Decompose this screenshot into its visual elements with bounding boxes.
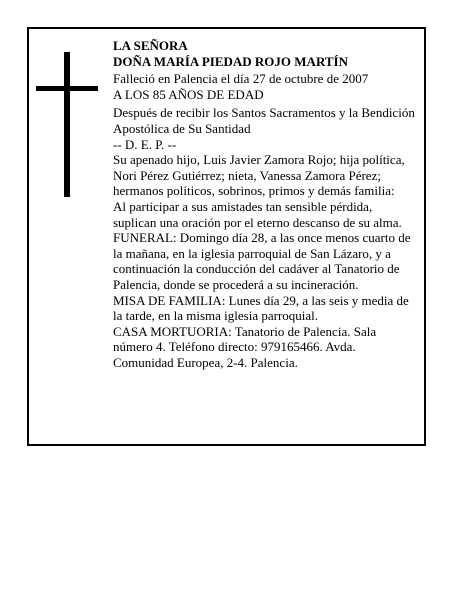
- cross-vertical-bar: [64, 52, 70, 197]
- notice-title: LA SEÑORA: [113, 38, 188, 53]
- rip-text: -- D. E. P. --: [113, 136, 177, 152]
- family-text: Su apenado hijo, Luis Javier Zamora Rojo; hija política, Nori Pérez Gutiérrez; nieta, Vanessa Zamora Pérez; hermanos políticos, sobrinos, primos y demás familia:: [113, 152, 405, 199]
- sacraments-text: Después de recibir los Santos Sacramentos y la Bendición Apostólica de Su Santidad: [113, 105, 415, 136]
- mortuary-text: CASA MORTUORIA: Tanatorio de Palencia. Sala número 4. Teléfono directo: 979165466. Avda. Comunidad Europea, 2-4. Palencia.: [113, 323, 377, 370]
- deceased-name: DOÑA MARÍA PIEDAD ROJO MARTÍN: [113, 53, 348, 69]
- death-date: Falleció en Palencia el día 27 de octubre de 2007: [113, 71, 369, 87]
- cross-icon: [36, 52, 98, 197]
- family-mass-text: MISA DE FAMILIA: Lunes día 29, a las seis y media de la tarde, en la misma iglesia parroquial.: [113, 292, 409, 324]
- cross-horizontal-bar: [36, 86, 98, 91]
- obituary-text: [113, 38, 418, 370]
- prayer-request-text: Al participar a sus amistades tan sensible pérdida, suplican una oración por el eterno descanso de su alma.: [113, 198, 402, 230]
- deceased-age: A LOS 85 AÑOS DE EDAD: [113, 86, 264, 102]
- funeral-text: FUNERAL: Domingo día 28, a las once menos cuarto de la mañana, en la iglesia parroquial de San Lázaro, y a continuación la conducción del cadáver al Tanatorio de Palencia, donde se procederá a su incineración.: [113, 230, 411, 292]
